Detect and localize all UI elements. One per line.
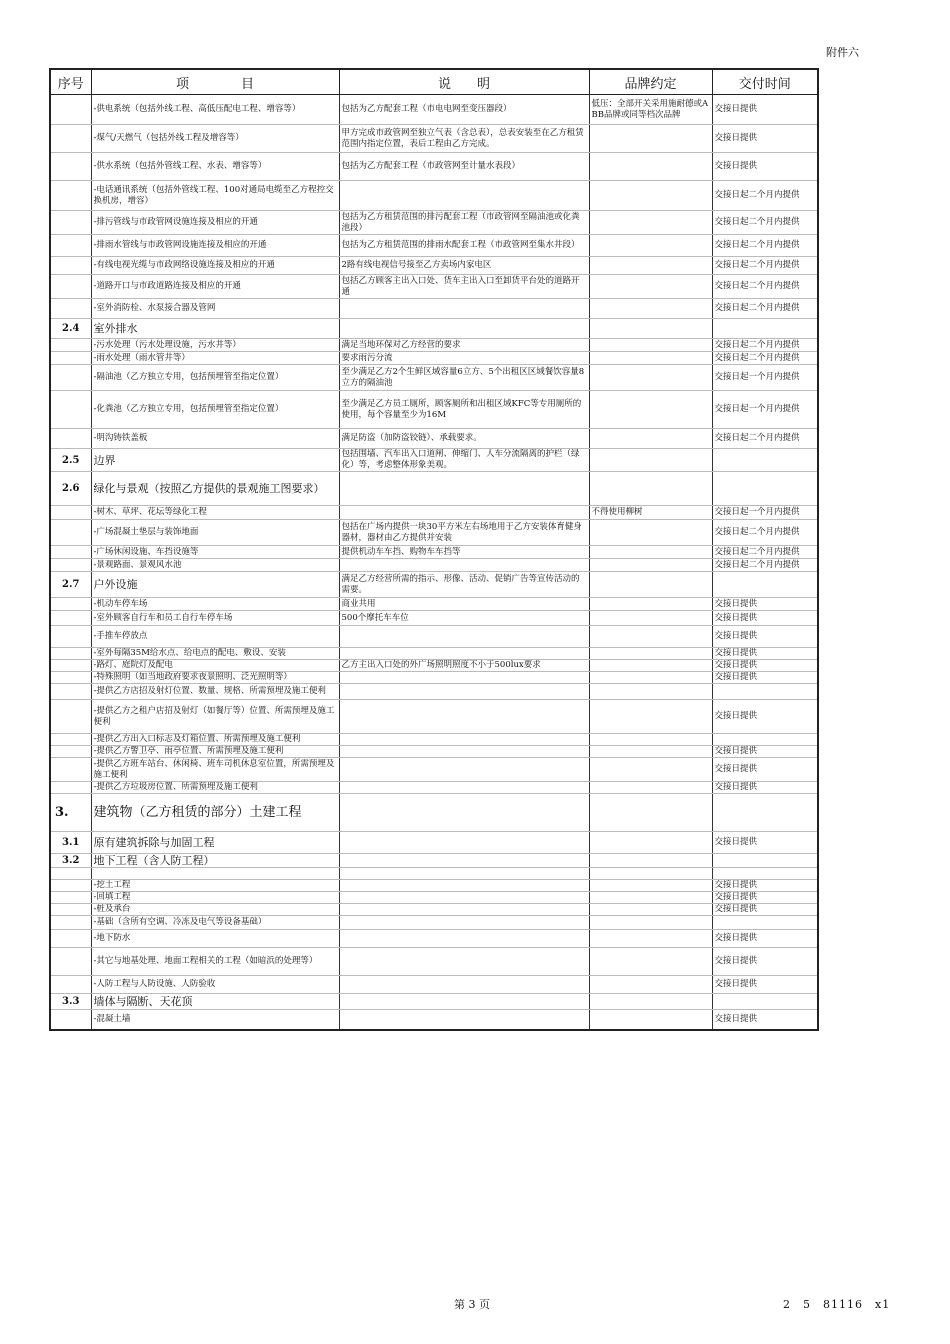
row-no bbox=[50, 211, 91, 235]
row-desc bbox=[339, 994, 589, 1010]
row-brand bbox=[589, 125, 712, 153]
row-desc: 包括为乙方配套工程（市电电网至变压器段） bbox=[339, 95, 589, 125]
row-desc bbox=[339, 782, 589, 794]
row-desc bbox=[339, 700, 589, 734]
row-delivery: 交接日提供 bbox=[712, 611, 818, 626]
row-delivery: 交接日提供 bbox=[712, 1010, 818, 1030]
row-no bbox=[50, 948, 91, 976]
table-body bbox=[50, 95, 818, 1030]
row-desc bbox=[339, 1010, 589, 1030]
row-desc: 包括为乙方租赁范围的排雨水配套工程（市政管网至集水井段） bbox=[339, 235, 589, 257]
row-item bbox=[91, 868, 339, 880]
row-no bbox=[50, 700, 91, 734]
row-no bbox=[50, 1010, 91, 1030]
table-row bbox=[50, 626, 818, 648]
row-item: -桩及承台 bbox=[91, 904, 339, 916]
table-row bbox=[50, 976, 818, 994]
row-no bbox=[50, 746, 91, 758]
table-row bbox=[50, 391, 818, 429]
row-delivery: 交接日提供 bbox=[712, 648, 818, 660]
table-row bbox=[50, 235, 818, 257]
row-item: -混凝土墙 bbox=[91, 1010, 339, 1030]
row-item: -排雨水管线与市政管网设施连接及相应的开通 bbox=[91, 235, 339, 257]
header-delivery: 交付时间 bbox=[712, 69, 818, 95]
row-delivery bbox=[712, 572, 818, 598]
row-brand bbox=[589, 153, 712, 181]
row-no bbox=[50, 904, 91, 916]
row-no bbox=[50, 660, 91, 672]
row-item: -其它与地基处理、地面工程相关的工程（如暗浜的处理等） bbox=[91, 948, 339, 976]
row-desc: 至少满足乙方2个生鲜区域容量6立方、5个出租区区域餐饮容量8立方的隔油池 bbox=[339, 365, 589, 391]
header-item: 项 目 bbox=[91, 69, 339, 95]
row-item: -提供乙方垃圾房位置、所需预埋及施工便利 bbox=[91, 782, 339, 794]
row-delivery: 交接日起二个月内提供 bbox=[712, 257, 818, 275]
row-no bbox=[50, 546, 91, 559]
row-item: -隔油池（乙方独立专用，包括预埋管至指定位置） bbox=[91, 365, 339, 391]
row-no bbox=[50, 352, 91, 365]
row-brand bbox=[589, 235, 712, 257]
row-desc bbox=[339, 880, 589, 892]
table-row bbox=[50, 734, 818, 746]
row-delivery: 交接日提供 bbox=[712, 660, 818, 672]
table-row bbox=[50, 319, 818, 339]
row-delivery: 交接日起一个月内提供 bbox=[712, 391, 818, 429]
row-desc bbox=[339, 626, 589, 648]
row-brand bbox=[589, 472, 712, 506]
row-item: 边界 bbox=[91, 449, 339, 472]
table-row bbox=[50, 930, 818, 948]
row-desc: 满足乙方经营所需的指示、形像、活动、促销广告等宣传活动的需要。 bbox=[339, 572, 589, 598]
row-item: -路灯、庭院灯及配电 bbox=[91, 660, 339, 672]
row-brand bbox=[589, 391, 712, 429]
row-delivery: 交接日起二个月内提供 bbox=[712, 181, 818, 211]
row-delivery: 交接日起二个月内提供 bbox=[712, 520, 818, 546]
row-brand bbox=[589, 339, 712, 352]
row-delivery: 交接日提供 bbox=[712, 626, 818, 648]
table-row bbox=[50, 994, 818, 1010]
row-item: -广场混凝土垫层与装饰地面 bbox=[91, 520, 339, 546]
table-row bbox=[50, 648, 818, 660]
row-no bbox=[50, 684, 91, 700]
table-row bbox=[50, 880, 818, 892]
row-desc bbox=[339, 559, 589, 572]
row-desc: 要求雨污分流 bbox=[339, 352, 589, 365]
row-desc bbox=[339, 868, 589, 880]
row-desc bbox=[339, 904, 589, 916]
row-item: 建筑物（乙方租赁的部分）土建工程 bbox=[91, 794, 339, 832]
row-item: 地下工程（含人防工程） bbox=[91, 854, 339, 868]
row-no bbox=[50, 598, 91, 611]
row-item: -人防工程与人防设施、人防验收 bbox=[91, 976, 339, 994]
table-row bbox=[50, 904, 818, 916]
row-item: 原有建筑拆除与加固工程 bbox=[91, 832, 339, 854]
row-no bbox=[50, 153, 91, 181]
row-item: -提供乙方出入口标志及灯箱位置、所需预埋及施工便利 bbox=[91, 734, 339, 746]
row-item: -提供乙方店招及射灯位置、数量、规格、所需预埋及施工便利 bbox=[91, 684, 339, 700]
row-desc bbox=[339, 892, 589, 904]
row-no bbox=[50, 181, 91, 211]
table-row bbox=[50, 472, 818, 506]
row-delivery: 交接日起二个月内提供 bbox=[712, 235, 818, 257]
row-no: 2.7 bbox=[50, 572, 91, 598]
table-row bbox=[50, 257, 818, 275]
row-delivery: 交接日提供 bbox=[712, 672, 818, 684]
table-row bbox=[50, 275, 818, 299]
row-desc bbox=[339, 684, 589, 700]
table-row bbox=[50, 700, 818, 734]
row-no: 3.2 bbox=[50, 854, 91, 868]
row-delivery: 交接日起二个月内提供 bbox=[712, 299, 818, 319]
table-row bbox=[50, 611, 818, 626]
row-no bbox=[50, 235, 91, 257]
row-desc bbox=[339, 854, 589, 868]
row-brand bbox=[589, 365, 712, 391]
row-no bbox=[50, 782, 91, 794]
table-row bbox=[50, 506, 818, 520]
header-brand: 品牌约定 bbox=[589, 69, 712, 95]
row-item: 户外设施 bbox=[91, 572, 339, 598]
row-delivery: 交接日起二个月内提供 bbox=[712, 352, 818, 365]
row-no bbox=[50, 299, 91, 319]
row-desc: 包括在广场内提供一块30平方米左右场地用于乙方安装体育健身器材，器材由乙方提供并安装 bbox=[339, 520, 589, 546]
row-brand bbox=[589, 546, 712, 559]
table-row bbox=[50, 832, 818, 854]
row-desc: 提供机动车车挡、购物车车挡等 bbox=[339, 546, 589, 559]
row-item: -室外每隔35M给水点、给电点的配电、敷设、安装 bbox=[91, 648, 339, 660]
row-delivery: 交接日起二个月内提供 bbox=[712, 559, 818, 572]
table-row bbox=[50, 352, 818, 365]
row-item: -电话通讯系统（包括外管线工程、100对通局电缆至乙方程控交换机房，增容） bbox=[91, 181, 339, 211]
row-no bbox=[50, 429, 91, 449]
row-brand bbox=[589, 948, 712, 976]
row-brand bbox=[589, 352, 712, 365]
row-brand bbox=[589, 700, 712, 734]
row-desc: 满足防盗（加防盗铰链）、承载要求。 bbox=[339, 429, 589, 449]
row-desc bbox=[339, 832, 589, 854]
row-brand bbox=[589, 994, 712, 1010]
row-no bbox=[50, 880, 91, 892]
row-item: -室外消防栓、水泵接合器及管网 bbox=[91, 299, 339, 319]
row-brand bbox=[589, 782, 712, 794]
row-brand bbox=[589, 880, 712, 892]
row-desc bbox=[339, 181, 589, 211]
table-row bbox=[50, 854, 818, 868]
row-delivery: 交接日提供 bbox=[712, 880, 818, 892]
row-no bbox=[50, 339, 91, 352]
row-desc: 满足当地环保对乙方经营的要求 bbox=[339, 339, 589, 352]
row-item: -景观路面、景观风水池 bbox=[91, 559, 339, 572]
row-no bbox=[50, 734, 91, 746]
table-row bbox=[50, 546, 818, 559]
row-delivery bbox=[712, 684, 818, 700]
row-no bbox=[50, 758, 91, 782]
row-brand bbox=[589, 319, 712, 339]
page-number: 第 3 页 bbox=[454, 1298, 490, 1311]
row-desc: 包括乙方顾客主出入口处、货车主出入口至卸货平台处的道路开通 bbox=[339, 275, 589, 299]
row-delivery: 交接日提供 bbox=[712, 95, 818, 125]
table-row bbox=[50, 559, 818, 572]
row-item: -回填工程 bbox=[91, 892, 339, 904]
row-desc bbox=[339, 930, 589, 948]
row-desc bbox=[339, 506, 589, 520]
footer-code: 2 5 81116 x1 bbox=[783, 1298, 891, 1311]
row-no: 3.1 bbox=[50, 832, 91, 854]
row-brand bbox=[589, 299, 712, 319]
row-delivery: 交接日提供 bbox=[712, 976, 818, 994]
row-item: -提供乙方班车站台、休闲椅、班车司机休息室位置，所需预埋及施工便利 bbox=[91, 758, 339, 782]
row-no bbox=[50, 95, 91, 125]
row-no bbox=[50, 559, 91, 572]
table-row bbox=[50, 660, 818, 672]
row-brand bbox=[589, 449, 712, 472]
row-brand bbox=[589, 916, 712, 930]
table-row bbox=[50, 429, 818, 449]
table-row bbox=[50, 299, 818, 319]
row-no: 3.3 bbox=[50, 994, 91, 1010]
row-item: -室外顾客自行车和员工自行车停车场 bbox=[91, 611, 339, 626]
row-delivery bbox=[712, 449, 818, 472]
row-delivery: 交接日提供 bbox=[712, 782, 818, 794]
row-desc bbox=[339, 734, 589, 746]
table-row bbox=[50, 95, 818, 125]
row-desc bbox=[339, 976, 589, 994]
row-brand bbox=[589, 794, 712, 832]
row-desc: 包括围墙、汽车出入口道闸、伸缩门、人车分流隔离的护栏（绿化）等，考虑整体形象美观。 bbox=[339, 449, 589, 472]
table-row bbox=[50, 520, 818, 546]
row-brand bbox=[589, 1010, 712, 1030]
row-item: -明沟铸铁盖板 bbox=[91, 429, 339, 449]
row-no: 3. bbox=[50, 794, 91, 832]
row-delivery: 交接日提供 bbox=[712, 904, 818, 916]
row-brand bbox=[589, 572, 712, 598]
row-desc bbox=[339, 299, 589, 319]
row-delivery: 交接日起二个月内提供 bbox=[712, 429, 818, 449]
row-item: -树木、草坪、花坛等绿化工程 bbox=[91, 506, 339, 520]
row-delivery bbox=[712, 916, 818, 930]
row-desc bbox=[339, 916, 589, 930]
row-brand bbox=[589, 520, 712, 546]
row-delivery: 交接日提供 bbox=[712, 125, 818, 153]
header-no: 序号 bbox=[50, 69, 91, 95]
row-brand bbox=[589, 648, 712, 660]
row-brand bbox=[589, 275, 712, 299]
table-row bbox=[50, 125, 818, 153]
row-brand bbox=[589, 211, 712, 235]
row-no bbox=[50, 275, 91, 299]
table-row bbox=[50, 916, 818, 930]
table-row bbox=[50, 948, 818, 976]
row-item: -供电系统（包括外线工程、高低压配电工程、增容等） bbox=[91, 95, 339, 125]
row-desc: 至少满足乙方员工厕所，顾客厕所和出租区域KFC等专用厕所的使用，每个容量至少为16M bbox=[339, 391, 589, 429]
row-delivery bbox=[712, 854, 818, 868]
row-no: 2.4 bbox=[50, 319, 91, 339]
row-item: -排污管线与市政管网设施连接及相应的开通 bbox=[91, 211, 339, 235]
table-row bbox=[50, 181, 818, 211]
row-item: -广场休闲设施、车挡设施等 bbox=[91, 546, 339, 559]
row-no bbox=[50, 916, 91, 930]
table-row bbox=[50, 365, 818, 391]
row-desc bbox=[339, 319, 589, 339]
row-item: -雨水处理（雨水管井等） bbox=[91, 352, 339, 365]
table-row bbox=[50, 782, 818, 794]
row-desc: 甲方完成市政管网至独立气表（含总表），总表安装至在乙方租赁范围内指定位置，表后工程由乙方完成。 bbox=[339, 125, 589, 153]
row-delivery: 交接日提供 bbox=[712, 700, 818, 734]
row-brand bbox=[589, 892, 712, 904]
row-brand bbox=[589, 611, 712, 626]
row-delivery bbox=[712, 794, 818, 832]
row-no bbox=[50, 611, 91, 626]
table-row bbox=[50, 672, 818, 684]
row-item: 室外排水 bbox=[91, 319, 339, 339]
row-no bbox=[50, 930, 91, 948]
row-brand bbox=[589, 429, 712, 449]
row-delivery bbox=[712, 994, 818, 1010]
row-no bbox=[50, 648, 91, 660]
row-delivery: 交接日起二个月内提供 bbox=[712, 211, 818, 235]
row-brand bbox=[589, 672, 712, 684]
row-item: -煤气/天燃气（包括外线工程及增容等） bbox=[91, 125, 339, 153]
row-no bbox=[50, 257, 91, 275]
row-delivery: 交接日提供 bbox=[712, 930, 818, 948]
table-row bbox=[50, 746, 818, 758]
row-brand bbox=[589, 976, 712, 994]
row-brand bbox=[589, 930, 712, 948]
row-desc bbox=[339, 746, 589, 758]
table-header bbox=[50, 69, 818, 95]
header-desc: 说 明 bbox=[339, 69, 589, 95]
row-no bbox=[50, 506, 91, 520]
row-delivery: 交接日提供 bbox=[712, 746, 818, 758]
table-row bbox=[50, 758, 818, 782]
row-brand: 不得使用柳树 bbox=[589, 506, 712, 520]
row-brand bbox=[589, 626, 712, 648]
row-delivery: 交接日起二个月内提供 bbox=[712, 546, 818, 559]
row-item: -基础（含所有空调、冷冻及电气等设备基础） bbox=[91, 916, 339, 930]
row-delivery: 交接日提供 bbox=[712, 832, 818, 854]
table-row bbox=[50, 868, 818, 880]
table-row bbox=[50, 598, 818, 611]
row-item: -供水系统（包括外管线工程、水表、增容等） bbox=[91, 153, 339, 181]
row-no bbox=[50, 391, 91, 429]
row-delivery: 交接日起一个月内提供 bbox=[712, 506, 818, 520]
row-no bbox=[50, 520, 91, 546]
attachment-label: 附件六 bbox=[826, 46, 859, 59]
row-brand bbox=[589, 746, 712, 758]
row-no bbox=[50, 892, 91, 904]
row-item: -提供乙方之租户店招及射灯（如餐厅等）位置、所需预埋及施工便利 bbox=[91, 700, 339, 734]
table-row bbox=[50, 449, 818, 472]
row-desc bbox=[339, 472, 589, 506]
table-row bbox=[50, 572, 818, 598]
row-brand bbox=[589, 559, 712, 572]
table-row bbox=[50, 684, 818, 700]
row-brand bbox=[589, 832, 712, 854]
row-delivery: 交接日提供 bbox=[712, 948, 818, 976]
row-desc: 2路有线电视信号接至乙方卖场内家电区 bbox=[339, 257, 589, 275]
row-no bbox=[50, 125, 91, 153]
row-delivery: 交接日起二个月内提供 bbox=[712, 339, 818, 352]
row-no bbox=[50, 672, 91, 684]
row-item: -提供乙方警卫亭、雨亭位置、所需预埋及施工便利 bbox=[91, 746, 339, 758]
table-row bbox=[50, 794, 818, 832]
row-delivery bbox=[712, 734, 818, 746]
row-no: 2.5 bbox=[50, 449, 91, 472]
row-item: -污水处理（污水处理设施，污水井等） bbox=[91, 339, 339, 352]
table-row bbox=[50, 1010, 818, 1030]
table-row bbox=[50, 339, 818, 352]
row-brand bbox=[589, 854, 712, 868]
row-brand: 低压：全部开关采用施耐德或ABB品牌或同等档次品牌 bbox=[589, 95, 712, 125]
row-brand bbox=[589, 684, 712, 700]
row-delivery: 交接日提供 bbox=[712, 892, 818, 904]
row-item: -机动车停车场 bbox=[91, 598, 339, 611]
row-delivery bbox=[712, 472, 818, 506]
row-item: -道路开口与市政道路连接及相应的开通 bbox=[91, 275, 339, 299]
row-desc bbox=[339, 758, 589, 782]
spec-table bbox=[49, 68, 819, 1031]
row-brand bbox=[589, 660, 712, 672]
row-brand bbox=[589, 904, 712, 916]
row-desc: 包括为乙方配套工程（市政管网至计量水表段） bbox=[339, 153, 589, 181]
row-desc bbox=[339, 794, 589, 832]
row-desc: 乙方主出入口处的外广场照明照度不小于500lux要求 bbox=[339, 660, 589, 672]
row-brand bbox=[589, 868, 712, 880]
row-desc: 包括为乙方租赁范围的排污配套工程（市政管网至隔油池或化粪池段） bbox=[339, 211, 589, 235]
row-no bbox=[50, 976, 91, 994]
row-item: 绿化与景观（按照乙方提供的景观施工图要求） bbox=[91, 472, 339, 506]
row-delivery bbox=[712, 868, 818, 880]
row-brand bbox=[589, 734, 712, 746]
row-item: -地下防水 bbox=[91, 930, 339, 948]
table-row bbox=[50, 211, 818, 235]
row-delivery: 交接日起二个月内提供 bbox=[712, 275, 818, 299]
row-delivery: 交接日提供 bbox=[712, 598, 818, 611]
row-brand bbox=[589, 257, 712, 275]
row-desc bbox=[339, 672, 589, 684]
row-desc bbox=[339, 948, 589, 976]
row-item: -有线电视光缆与市政网络设施连接及相应的开通 bbox=[91, 257, 339, 275]
row-brand bbox=[589, 181, 712, 211]
row-delivery bbox=[712, 319, 818, 339]
row-no bbox=[50, 365, 91, 391]
row-item: -挖土工程 bbox=[91, 880, 339, 892]
row-item: -化粪池（乙方独立专用，包括预埋管至指定位置） bbox=[91, 391, 339, 429]
row-brand bbox=[589, 598, 712, 611]
table-row bbox=[50, 892, 818, 904]
row-delivery: 交接日提供 bbox=[712, 758, 818, 782]
row-brand bbox=[589, 758, 712, 782]
row-desc: 500个摩托车车位 bbox=[339, 611, 589, 626]
row-delivery: 交接日起一个月内提供 bbox=[712, 365, 818, 391]
row-no: 2.6 bbox=[50, 472, 91, 506]
row-desc: 商业共用 bbox=[339, 598, 589, 611]
table-row bbox=[50, 153, 818, 181]
row-desc bbox=[339, 648, 589, 660]
row-no bbox=[50, 868, 91, 880]
row-no bbox=[50, 626, 91, 648]
row-item: -特殊照明（如当地政府要求夜景照明、泛光照明等） bbox=[91, 672, 339, 684]
row-delivery: 交接日提供 bbox=[712, 153, 818, 181]
row-item: -手推车停放点 bbox=[91, 626, 339, 648]
row-item: 墙体与隔断、天花顶 bbox=[91, 994, 339, 1010]
